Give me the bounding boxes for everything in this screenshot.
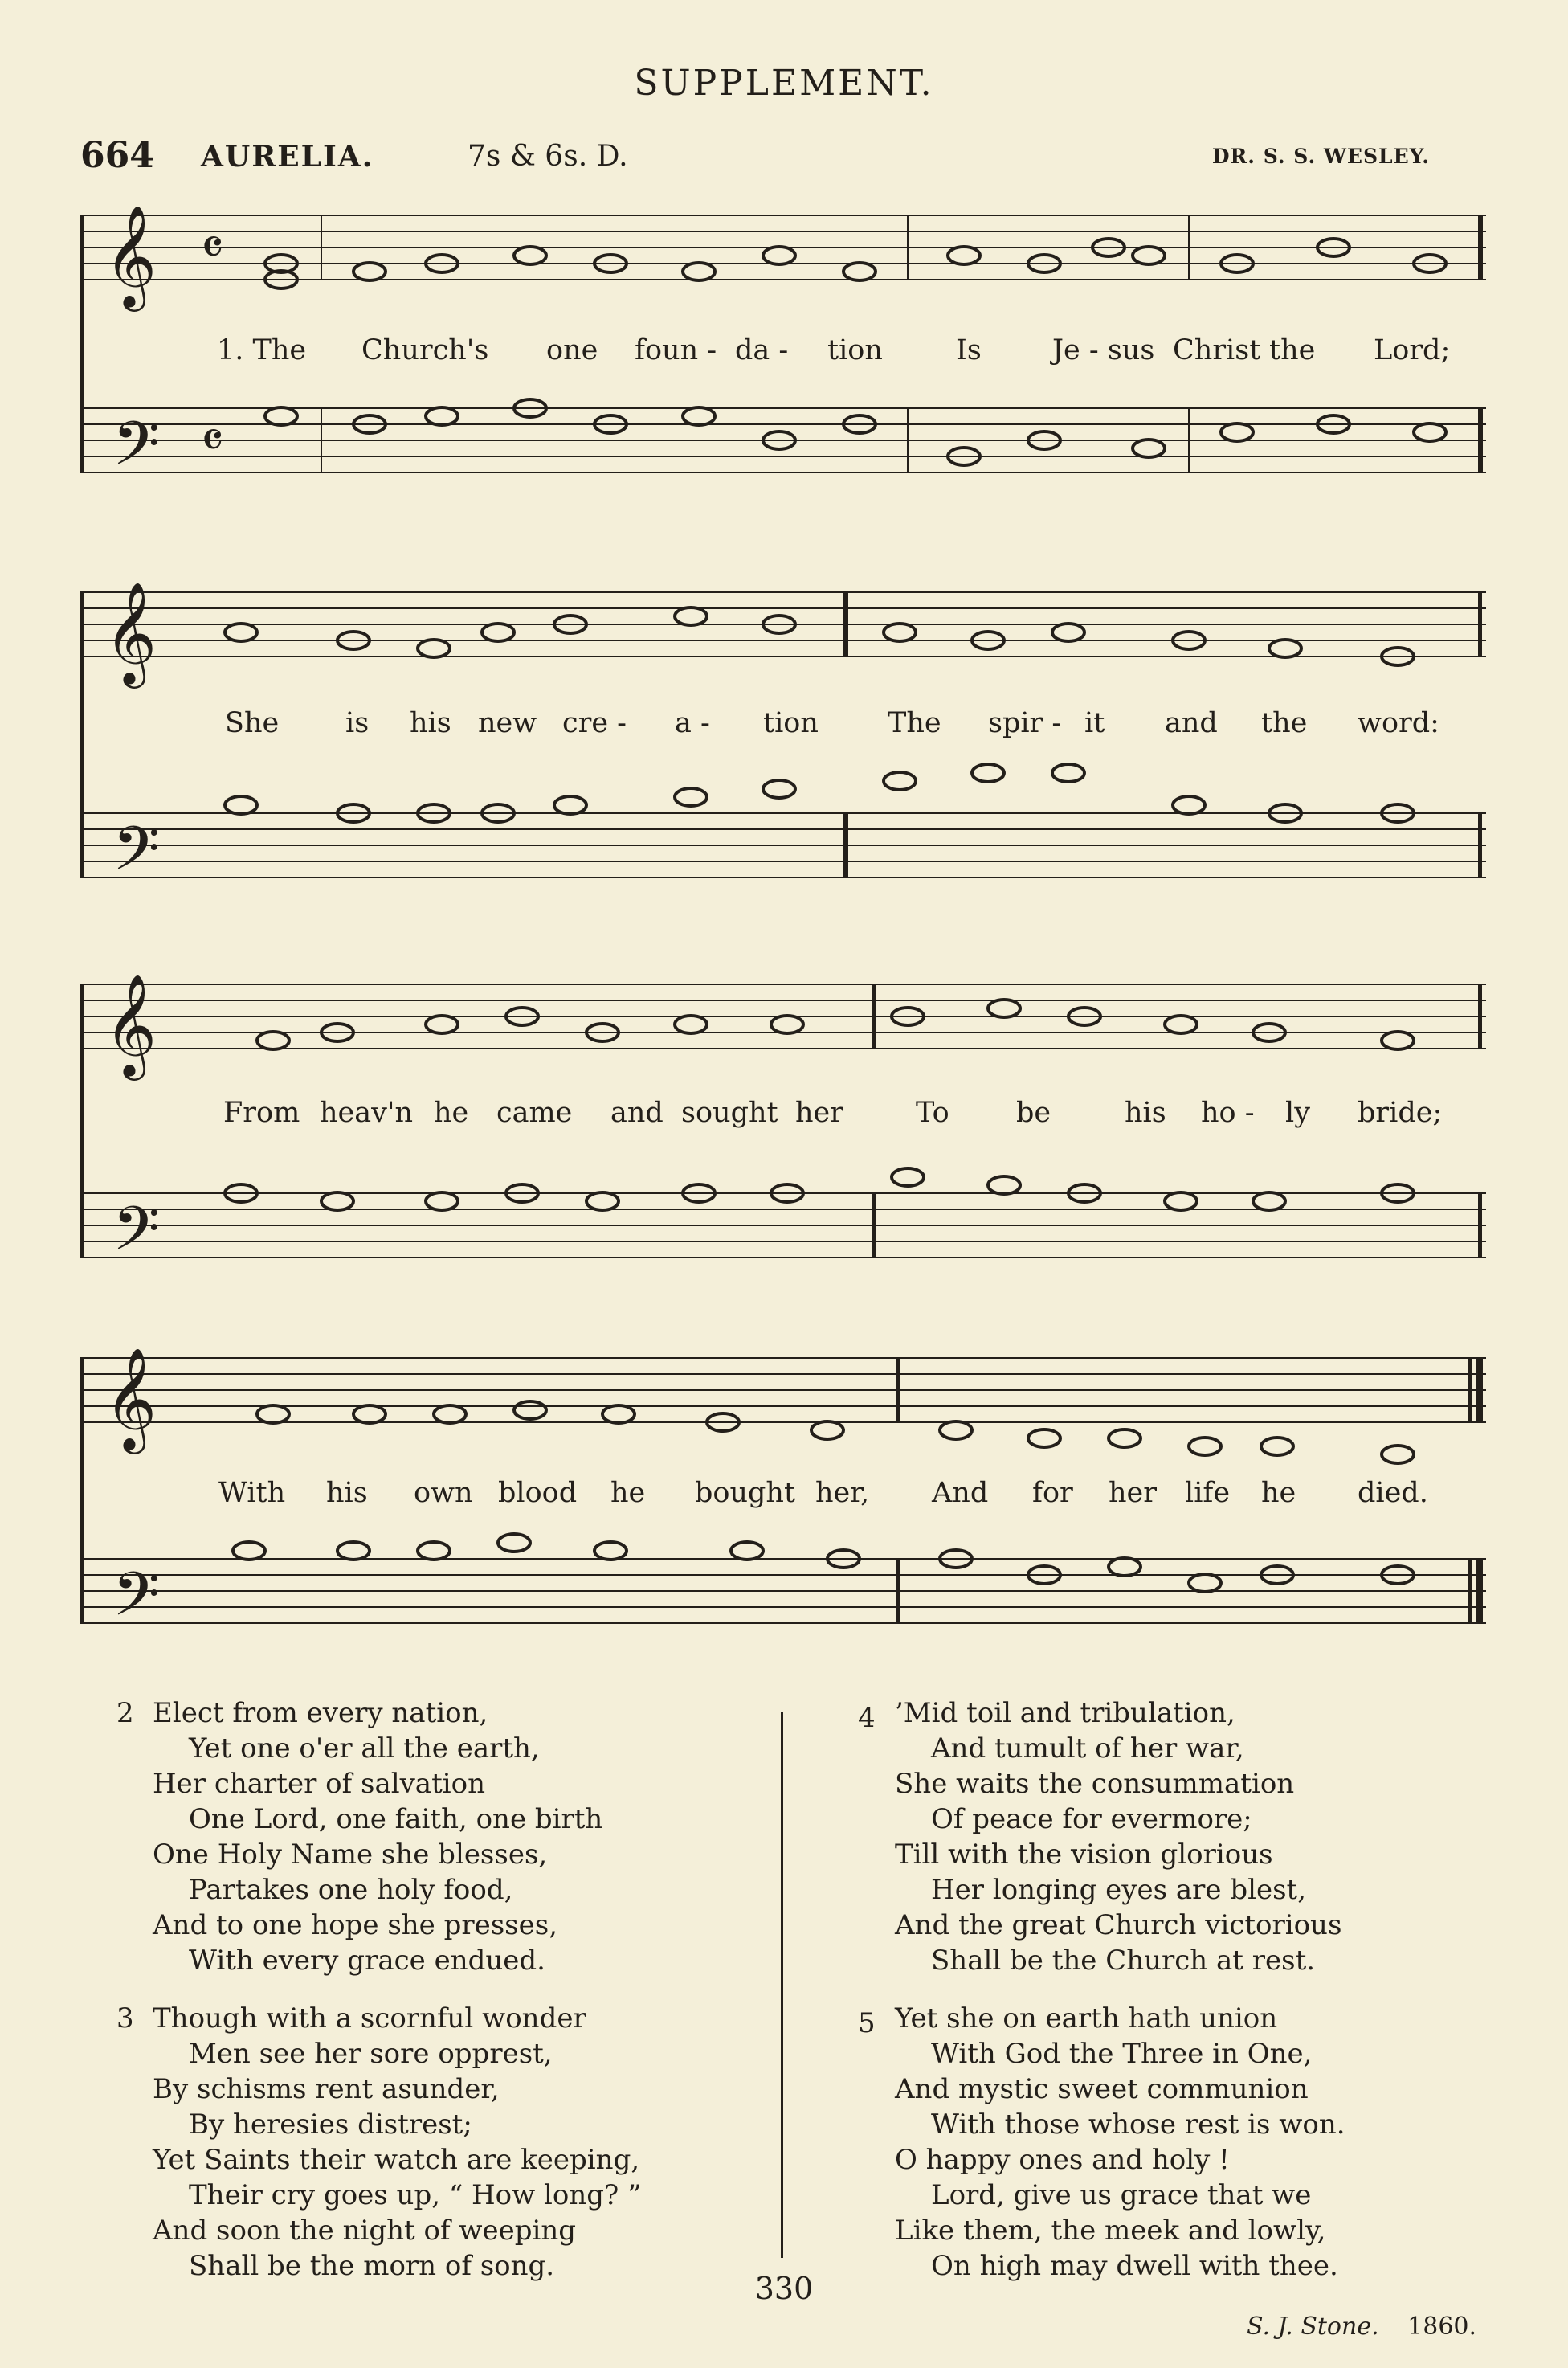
svg-text:𝄞: 𝄞	[104, 204, 157, 307]
lyric-syllable: ly	[1285, 1097, 1310, 1129]
author-attribution	[1247, 2313, 1476, 2341]
verse-3	[116, 2001, 759, 2290]
music-system-4	[80, 1334, 1486, 1687]
verse-line: Yet she on earth hath union	[895, 2002, 1278, 2035]
lyric-syllable: tion	[763, 707, 819, 739]
verse-line: Yet one o'er all the earth,	[189, 1732, 540, 1765]
svg-text:𝄢: 𝄢	[112, 813, 161, 899]
lyric-syllable: To	[916, 1097, 949, 1129]
verse-line: O happy ones and holy !	[895, 2144, 1230, 2176]
verse-5	[858, 2001, 1517, 2290]
lyric-syllable: he	[610, 1477, 646, 1509]
lyric-syllable: Je - sus	[1052, 334, 1155, 366]
verse-number: 4	[858, 1702, 876, 1734]
hymn-composer: DR. S. S. WESLEY.	[1211, 145, 1430, 168]
lyric-syllable: the	[1261, 707, 1308, 739]
author-name: S. J. Stone.	[1247, 2313, 1379, 2341]
verse-line: Shall be the morn of song.	[189, 2250, 555, 2282]
lyric-syllable: her,	[815, 1477, 870, 1509]
lyric-syllable: he	[434, 1097, 469, 1129]
lyric-syllable: came	[496, 1097, 573, 1129]
lyric-syllable: for	[1032, 1477, 1073, 1509]
svg-text:𝄞: 𝄞	[104, 973, 157, 1076]
lyric-syllable: Church's	[361, 334, 489, 366]
lyric-syllable: her	[795, 1097, 843, 1129]
lyric-syllable: Lord;	[1374, 334, 1451, 366]
verse-number: 5	[858, 2007, 876, 2039]
lyric-syllable: and	[610, 1097, 664, 1129]
lyric-syllable: tion	[827, 334, 883, 366]
lyric-line-2	[80, 707, 1486, 747]
music-notation-3	[80, 960, 1486, 1322]
verse-line: And mystic sweet communion	[895, 2073, 1309, 2105]
lyric-syllable: foun -	[635, 334, 717, 366]
verse-line: And tumult of her war,	[931, 1732, 1244, 1765]
lyric-syllable: spir -	[988, 707, 1062, 739]
verse-line: Her charter of salvation	[153, 1768, 485, 1800]
lyric-syllable: cre -	[562, 707, 627, 739]
lyric-syllable: his	[326, 1477, 368, 1509]
verse-line: Like them, the meek and lowly,	[895, 2215, 1326, 2247]
lyric-syllable: With	[218, 1477, 286, 1509]
lyric-syllable: one	[546, 334, 598, 366]
verse-line: By schisms rent asunder,	[153, 2073, 500, 2105]
verse-line: ’Mid toil and tribulation,	[895, 1697, 1235, 1729]
lyric-syllable: her	[1109, 1477, 1157, 1509]
verse-2	[116, 1695, 759, 1985]
verse-line: Till with the vision glorious	[895, 1838, 1273, 1871]
verse-line: Partakes one holy food,	[189, 1874, 513, 1906]
lyric-syllable: his	[410, 707, 451, 739]
verse-line: Lord, give us grace that we	[931, 2179, 1312, 2211]
verse-line: By heresies distrest;	[189, 2108, 472, 2141]
lyric-syllable: the	[1269, 334, 1316, 366]
music-system-3	[80, 960, 1486, 1322]
verse-line: Their cry goes up, “ How long? ”	[189, 2179, 642, 2211]
page-header: SUPPLEMENT.	[634, 63, 934, 104]
lyric-syllable: 1. The	[217, 334, 307, 366]
lyric-line-3	[80, 1097, 1486, 1137]
verse-line: One Holy Name she blesses,	[153, 1838, 548, 1871]
lyric-line-1	[80, 334, 1486, 374]
verse-line: With every grace endued.	[189, 1945, 545, 1977]
svg-text:𝄢: 𝄢	[112, 408, 161, 494]
lyric-syllable: heav'n	[320, 1097, 414, 1129]
verse-line: With God the Three in One,	[931, 2038, 1313, 2070]
lyric-syllable: word:	[1358, 707, 1439, 739]
verses-section	[0, 1695, 1568, 2306]
lyric-syllable: his	[1125, 1097, 1166, 1129]
lyric-syllable: The	[888, 707, 941, 739]
verse-line: Her longing eyes are blest,	[931, 1874, 1307, 1906]
lyric-syllable: is	[345, 707, 370, 739]
lyric-syllable: he	[1261, 1477, 1296, 1509]
verse-line: And the great Church victorious	[895, 1909, 1342, 1941]
hymn-number: 664	[80, 135, 154, 176]
lyric-syllable: She	[225, 707, 280, 739]
lyric-syllable: blood	[498, 1477, 578, 1509]
lyric-syllable: new	[478, 707, 537, 739]
lyric-syllable: bride;	[1358, 1097, 1443, 1129]
music-notation-2	[80, 572, 1486, 926]
hymn-title-line	[80, 135, 1430, 183]
page-number: 330	[754, 2271, 814, 2306]
lyric-syllable: And	[932, 1477, 989, 1509]
music-system-1	[80, 199, 1486, 537]
verse-line: Yet Saints their watch are keeping,	[153, 2144, 640, 2176]
lyric-syllable: life	[1185, 1477, 1231, 1509]
verse-line: Shall be the Church at rest.	[931, 1945, 1316, 1977]
svg-text:𝄞: 𝄞	[104, 581, 157, 684]
verse-line: Though with a scornful wonder	[153, 2002, 586, 2035]
lyric-syllable: be	[1016, 1097, 1051, 1129]
svg-text:𝄞: 𝄞	[104, 1347, 157, 1450]
verse-line: One Lord, one faith, one birth	[189, 1803, 603, 1835]
lyric-syllable: own	[414, 1477, 473, 1509]
music-system-2	[80, 572, 1486, 926]
lyric-syllable: Christ	[1173, 334, 1261, 366]
lyric-syllable: da -	[735, 334, 789, 366]
author-year: 1860.	[1407, 2313, 1477, 2341]
hymn-tune-name: AURELIA.	[201, 140, 374, 174]
verse-line: And soon the night of weeping	[153, 2215, 577, 2247]
verse-number: 3	[116, 2002, 134, 2035]
lyric-syllable: From	[223, 1097, 300, 1129]
svg-text:𝄢: 𝄢	[112, 1193, 161, 1279]
lyric-syllable: ho -	[1201, 1097, 1255, 1129]
verse-line: And to one hope she presses,	[153, 1909, 558, 1941]
verse-line: With those whose rest is won.	[931, 2108, 1345, 2141]
svg-text:𝄴: 𝄴	[201, 219, 224, 278]
lyric-syllable: bought	[695, 1477, 796, 1509]
lyric-syllable: and	[1165, 707, 1218, 739]
svg-text:𝄴: 𝄴	[201, 411, 224, 471]
verse-line: Men see her sore opprest,	[189, 2038, 553, 2070]
verse-line: Elect from every nation,	[153, 1697, 488, 1729]
lyric-syllable: sought	[681, 1097, 778, 1129]
lyric-syllable: Is	[956, 334, 982, 366]
lyric-syllable: it	[1084, 707, 1105, 739]
verse-line: On high may dwell with thee.	[931, 2250, 1338, 2282]
svg-text:𝄢: 𝄢	[112, 1559, 161, 1645]
hymn-meter: 7s & 6s. D.	[468, 140, 628, 173]
verse-column-divider	[781, 1712, 783, 2258]
verse-number: 2	[116, 1697, 134, 1729]
lyric-line-4	[80, 1477, 1486, 1517]
lyric-syllable: a -	[675, 707, 710, 739]
verse-4	[858, 1695, 1517, 1985]
verse-line: Of peace for evermore;	[931, 1803, 1252, 1835]
lyric-syllable: died.	[1358, 1477, 1428, 1509]
verse-line: She waits the consummation	[895, 1768, 1295, 1800]
